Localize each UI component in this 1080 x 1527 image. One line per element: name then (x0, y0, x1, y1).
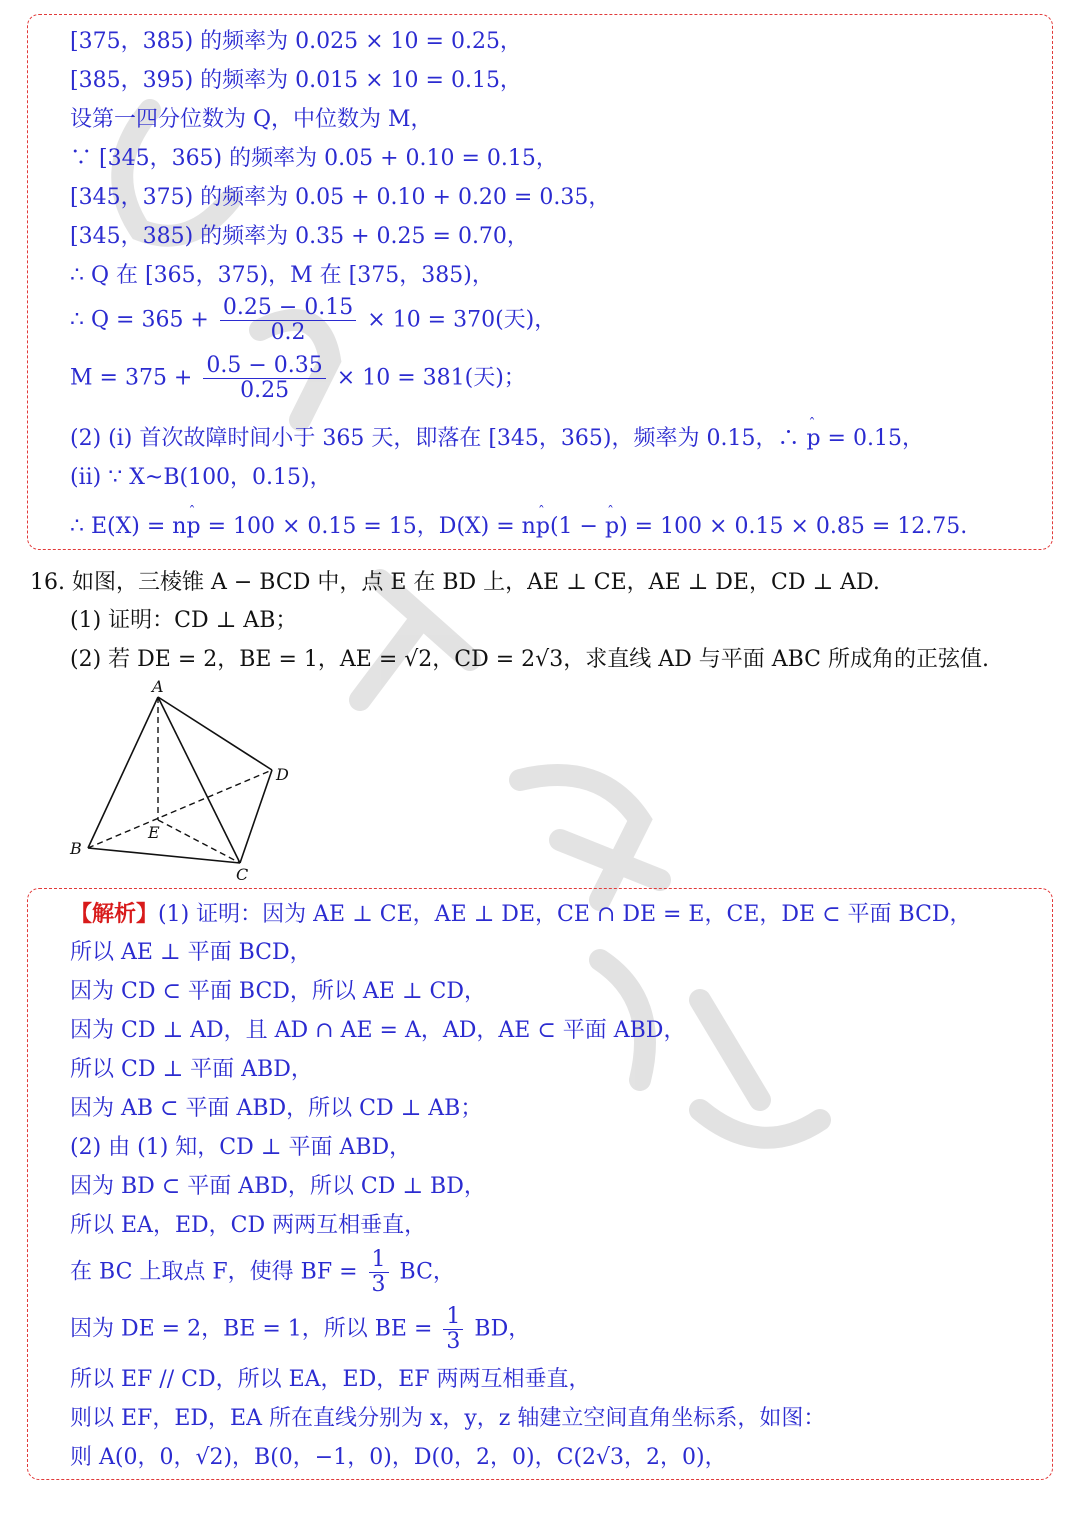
solution-line-fraction (70, 1305, 530, 1354)
fraction-numerator: 0.5 − 0.35 (203, 354, 325, 379)
solution-line-fraction (70, 1248, 455, 1297)
question-part1: (1) 证明：CD ⊥ AB； (70, 608, 298, 633)
solution-line-fraction (70, 354, 526, 403)
p-hat: ˆ p (806, 426, 820, 451)
text-segment: × 10 = 370(天)， (367, 307, 557, 333)
fraction-denominator: 0.2 (270, 320, 306, 345)
solution-line-fraction (70, 296, 556, 345)
solution-line: 设第一四分位数为 Q，中位数为 M， (70, 107, 433, 132)
edge-CD (240, 770, 272, 863)
solution-line: 所以 EA，ED，CD 两两互相垂直， (70, 1213, 427, 1238)
text-segment: × 10 = 381(天)； (336, 365, 526, 391)
solution-line: (2) 由 (1) 知，CD ⊥ 平面 ABD， (70, 1135, 412, 1160)
text-segment: ) = 100 × 0.15 × 0.85 = 12.75. (619, 514, 968, 539)
vertex-label-A: A (152, 680, 164, 696)
question-part2: (2) 若 DE = 2，BE = 1，AE = √2，CD = 2√3，求直线 AD 与平面 ABC 所成角的正弦值. (70, 647, 989, 672)
solution-line: 所以 EF // CD，所以 EA，ED，EF 两两互相垂直， (70, 1367, 591, 1392)
fraction-denominator: 3 (371, 1272, 386, 1297)
text-segment: = 100 × 0.15 = 15，D(X) = n (207, 514, 536, 539)
edge-AC (158, 697, 240, 863)
tetrahedron-figure (60, 680, 310, 885)
solution-line: 因为 BD ⊂ 平面 ABD，所以 CD ⊥ BD， (70, 1174, 486, 1199)
text-segment: BC， (399, 1259, 455, 1285)
solution-line: [385，395) 的频率为 0.015 × 10 = 0.15， (70, 68, 522, 93)
vertex-label-D: D (276, 765, 289, 784)
p-hat: ˆ p (536, 514, 550, 539)
text-segment: (1 − (549, 514, 598, 539)
solution-line: 则 A(0，0，√2)，B(0，−1，0)，D(0，2，0)，C(2√3，2，0)， (70, 1445, 727, 1470)
fraction (443, 1305, 463, 1354)
solution-line: [375，385) 的频率为 0.025 × 10 = 0.25， (70, 29, 522, 54)
edge-BD-dashed (88, 770, 272, 848)
text-segment: = 0.15， (827, 426, 924, 451)
edge-AD (158, 697, 272, 770)
solution-line (70, 513, 967, 541)
text-segment: ∴ Q = 365 + (70, 307, 209, 333)
text-segment: ∴ E(X) = n (70, 514, 187, 539)
solution-line: 所以 AE ⊥ 平面 BCD， (70, 940, 312, 965)
vertex-label-B: B (70, 839, 82, 858)
solution-line: ∴ Q 在 [365，375)，M 在 [375，385)， (70, 263, 494, 288)
text-segment: BD， (474, 1316, 531, 1342)
vertex-label-C: C (236, 865, 249, 884)
fraction-numerator: 1 (443, 1305, 463, 1330)
solution-line: 因为 CD ⊂ 平面 BCD，所以 AE ⊥ CD， (70, 979, 487, 1004)
edge-BC (88, 848, 240, 863)
solution-line: [345，385) 的频率为 0.35 + 0.25 = 0.70， (70, 224, 529, 249)
analysis-label: 【解析】 (70, 901, 159, 927)
text-segment: 因为 DE = 2，BE = 1，所以 BE = (70, 1316, 433, 1342)
fraction-numerator: 1 (369, 1248, 389, 1273)
text-segment: M = 375 + (70, 365, 193, 391)
text-segment: (1) 证明：因为 AE ⊥ CE，AE ⊥ DE，CE ∩ DE = E，CE，DE ⊂ 平面 BCD， (158, 902, 972, 927)
solution-line: 所以 CD ⊥ 平面 ABD， (70, 1057, 313, 1082)
solution-line: 则以 EF，ED，EA 所在直线分别为 x，y，z 轴建立空间直角坐标系，如图： (70, 1406, 826, 1431)
solution-line: [345，375) 的频率为 0.05 + 0.10 + 0.20 = 0.35， (70, 185, 611, 210)
vertex-label-E: E (148, 823, 160, 842)
solution-line: 因为 CD ⊥ AD，且 AD ∩ AE = A，AD，AE ⊂ 平面 ABD， (70, 1018, 686, 1043)
p-hat: ˆ p (186, 514, 200, 539)
solution-line: ∵ [345，365) 的频率为 0.05 + 0.10 = 0.15， (70, 146, 558, 171)
text-segment: 在 BC 上取点 F，使得 BF = (70, 1259, 358, 1285)
solution-line (70, 900, 972, 929)
p-hat: ˆ p (605, 514, 619, 539)
fraction (220, 296, 356, 345)
fraction-numerator: 0.25 − 0.15 (220, 296, 356, 321)
solution-line: (ii) ∵ X~B(100，0.15)， (70, 465, 332, 490)
question-title: 16. 如图，三棱锥 A − BCD 中，点 E 在 BD 上，AE ⊥ CE，AE ⊥ DE，CD ⊥ AD. (30, 570, 880, 595)
fraction-denominator: 3 (446, 1329, 461, 1354)
fraction (369, 1248, 389, 1297)
fraction (203, 354, 325, 403)
fraction-denominator: 0.25 (240, 378, 290, 403)
text-segment: (2) (i) 首次故障时间小于 365 天，即落在 [345，365)，频率为 0.15，∴ (70, 426, 800, 451)
solution-line: 因为 AB ⊂ 平面 ABD，所以 CD ⊥ AB； (70, 1096, 483, 1121)
solution-line (70, 425, 924, 453)
